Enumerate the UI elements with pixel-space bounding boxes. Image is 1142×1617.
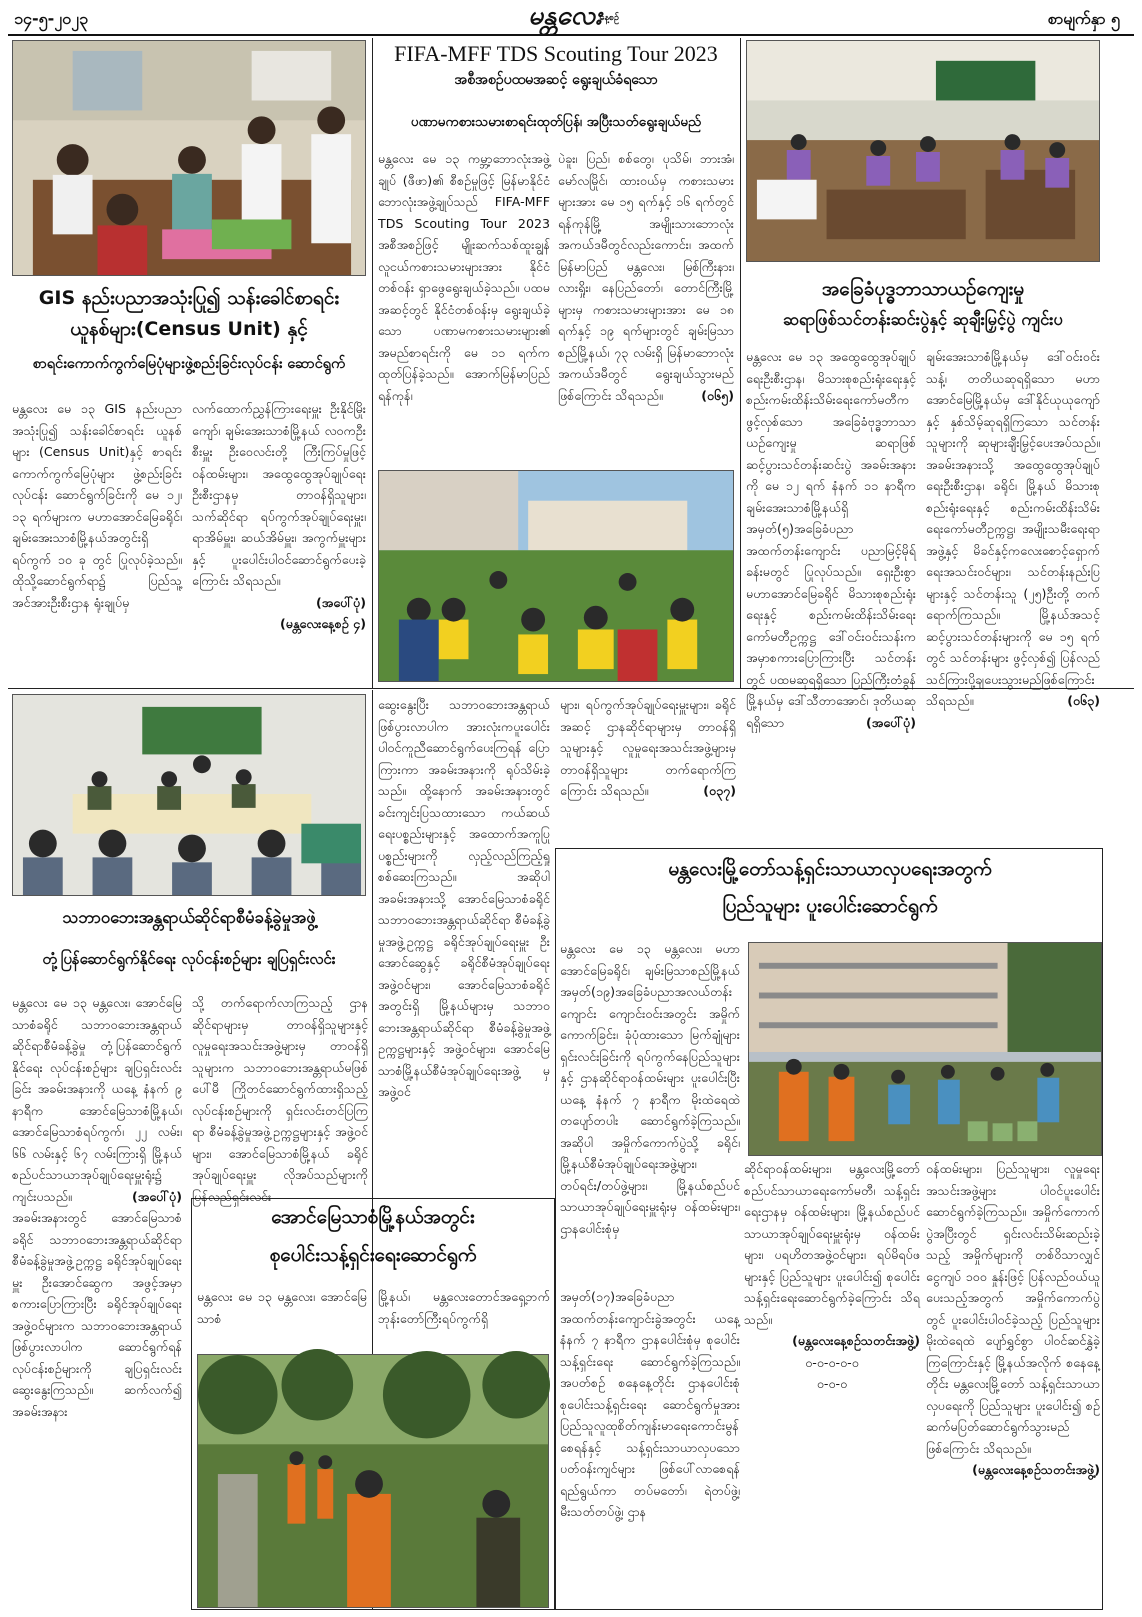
fifa-subhead-1: အစီအစဉ်ပထမအဆင့် ရွေးချယ်ခံရသော <box>454 72 658 88</box>
cleanup-signature: (မန္တလေးနေ့စဉ်သတင်းအဖွဲ့) <box>972 1462 1100 1477</box>
disaster-body-col1: မန္တလေး မေ ၁၃ မန္တလေး၊ အောင်မြေသာစံခရိုင် သဘာဝဘေးအန္တရာယ်ဆိုင်ရာစီမံခန့်ခွဲမှု တုံ့ပြန်ဆောင်ရွက်နိုင်ရေး လုပ်ငန်းစဉ်များ ချပြရှင်းလင်းခြင်း အခမ်းအနားကို ယနေ့ နံနက် ၉ နာရီက အောင်မြေသာစံမြို့နယ်၊ အောင်မြေသာစံရပ်ကွက်၊ ၂၂ လမ်း၊ ၆၆ လမ်းနှင့် ၆၇ လမ်းကြားရှိ မြို့နယ်စည်ပင်သာယာအုပ်ချုပ်ရေးမှူးရုံး၌ ကျင်းပသည်။ (အပေါ်ပုံ) အခမ်းအနားတွင် အောင်မြေသာစံခရိုင် သဘာဝဘေးအန္တရာယ်ဆိုင်ရာစီမံခန့်ခွဲမှုအဖွဲ့ဥက္ကဋ္ဌ ခရိုင်အုပ်ချုပ်ရေးမှူး ဦးအောင်ဆွေက အဖွင့်အမှာစကားပြောကြားပြီး ခရိုင်အုပ်ချုပ်ရေးအဖွဲ့ဝင်များက သဘာဝဘေးအန္တရာယ်ဖြစ်ပွားလာပါက ဆောင်ရွက်ရန် လုပ်ငန်းစဉ်များကို ချပြရှင်းလင်းဆွေးနွေးကြသည်။ ဆက်လက်၍ အခမ်းအနား <box>12 995 182 1419</box>
page-header <box>0 0 1142 36</box>
ceremony-body-col2: ချမ်းအေးသာစံမြို့နယ်မှ ဒေါ်ဝင်းဝင်းသန့်၊ တတိယဆုရရှိသော မဟာအောင်မြေမြို့နယ်မှ ဒေါ်နိုင်ယုယုကျော်နှင့် နှစ်သိမ့်ဆုရရှိကြသော သင်တန်းသူများကို ဆုများချီးမြှင့်ပေးအပ်သည်။ အခမ်းအနားသို့ အထွေထွေအုပ်ချုပ်ရေးဦးစီးဌာန၊ ခရိုင်၊ မြို့နယ် မိသားစုစည်းရုံးရေးနှင့် စည်းကမ်းထိန်းသိမ်းရေးကော်မတီဥက္ကဋ္ဌ၊ အမျိုးသမီးရေးရာအဖွဲ့နှင့် မိခင်နှင့်ကလေးစောင့်ရှောက်ရေးအသင်းဝင်များ၊ သင်တန်းနည်းပြများနှင့် သင်တန်းသူ (၂၅)ဦးတို့ တက်ရောက်ကြသည်။ မြို့နယ်အသင့်ဆင့်ပွားသင်တန်းများကို မေ ၁၅ ရက်တွင် သင်တန်းများ ဖွင့်လှစ်၍ ပြန်လည်သင်ကြားပို့ချပေးသွားမည်ဖြစ်ကြောင်း သိရသည်။ (၀၆၃) <box>926 346 1100 684</box>
gis-photo <box>12 40 366 276</box>
fifa-headline: FIFA-MFF TDS Scouting Tour 2023 <box>394 41 718 66</box>
ceremony-headline-1: အခြေခံပုဒ္ဓဘာသာယဉ်ကျေးမှု <box>821 278 1025 300</box>
aung-signature: (မန္တလေးနေ့စဉ်သတင်းအဖွဲ့) <box>792 1333 920 1348</box>
gis-headline-1: GIS နည်းပညာအသုံးပြု၍ သန်းခေါင်စာရင်း <box>38 287 340 309</box>
cleanup-headline-2: ပြည်သူများ ပူးပေါင်းဆောင်ရွက် <box>722 895 938 917</box>
gis-body-col2: လက်ထောက်ညွှန်ကြားရေးမှူး ဦးနိုင်မြိုးကျော်၊ ချမ်းအေးသာစံမြို့နယ် လဝကဦးစီးမှူး ဦးဝေလင်းတို့ ကြီးကြပ်မှုဖြင့် ဝန်ထမ်းများ၊ အထွေထွေအုပ်ချုပ်ရေးဦးစီးဌာနမှ တာဝန်ရှိသူများ၊ သက်ဆိုင်ရာ ရပ်ကွက်အုပ်ချုပ်ရေးမှူး၊ ရာအိမ်မှူး၊ ဆယ်အိမ်မှူး၊ အကွက်မှူးများနှင့် ပူးပေါင်းပါဝင်ဆောင်ရွက်ပေးခဲ့ကြောင်း သိရသည်။ (အပေါ်ပုံ) (မန္တလေးနေ့စဉ် ၄) <box>192 398 366 684</box>
aung-body-col1: မန္တလေး မေ ၁၃ မန္တလေး၊ အောင်မြေသာစံ <box>197 1289 367 1326</box>
divider <box>372 38 373 688</box>
disaster-code: (၀၃၇) <box>703 783 736 798</box>
divider <box>740 38 741 688</box>
ceremony-photo <box>746 40 1100 262</box>
aung-body-col4: ဆိုင်ရာဝန်ထမ်းများ၊ မန္တလေးမြို့တော်စည်ပင်သာယာရေးကော်မတီ၊ သန့်ရှင်းရေးဌာနမှ ဝန်ထမ်းများ၊ မြို့နယ်စည်ပင်သာယာအုပ်ချုပ်ရေးမှူးရုံးမှ ဝန်ထမ်းများ၊ ပရဟိတအဖွဲ့ဝင်များ၊ ရပ်မိရပ်ဖများနှင့် ပြည်သူများ ပူးပေါင်း၍ စုပေါင်းသန့်ရှင်းရေးဆောင်ရွက်ခဲ့ကြောင်း သိရသည်။ (မန္တလေးနေ့စဉ်သတင်းအဖွဲ့) ၀-၀-၀-၀-၀ ၀-၀-၀ <box>744 1158 920 1608</box>
aung-body-col2: မြို့နယ်၊ မန္တလေးတောင်အရှေ့ဘက် ဘုန်းတော်ကြီးရပ်ကွက်ရှိ <box>378 1289 550 1326</box>
fifa-photo <box>378 470 734 682</box>
fifa-subhead-2: ပဏာမကစားသမားစာရင်းထုတ်ပြန်၊ အပြီးသတ်ရွေးချယ်မည် <box>410 114 702 130</box>
masthead-logo <box>505 0 625 34</box>
page-number: စာမျက်နှာ ၅ <box>1047 9 1120 28</box>
fifa-body-col1: မန္တလေး မေ ၁၃ ကမ္ဘာ့ဘောလုံးအဖွဲ့ချုပ် (ဖီဖာ)၏ စီစဉ်မှုဖြင့် မြန်မာနိုင်ငံဘောလုံးအဖွဲ့ချုပ်သည် FIFA-MFF TDS Scouting Tour 2023 အစီအစဉ်ဖြင့် မျိုးဆက်သစ်ထူးချွန်လူငယ်ကစားသမားများအား နိုင်ငံတစ်ဝန်း ရှာဖွေရွေးချယ်ခဲ့သည်။ ပထမအဆင့်တွင် နိုင်ငံတစ်ဝန်းမှ ရွေးချယ်ခဲ့သော ပဏာမကစားသမားများ၏ အမည်စာရင်းကို မေ ၁၁ ရက်က ထုတ်ပြန်ခဲ့သည်။ အောက်မြန်မာပြည် ရန်ကုန်၊ <box>378 151 550 403</box>
aung-headline-1: အောင်မြေသာစံမြို့နယ်အတွင်း <box>271 1206 475 1228</box>
aung-body-col3: အမှတ်(၁၇)အခြေခံပညာအထက်တန်းကျောင်းခွဲအတွင်း ယနေ့ နံနက် ၇ နာရီက ဌာနပေါင်းစုံမှ စုပေါင်းသန့်ရှင်းရေး ဆောင်ရွက်ခဲ့ကြသည်။ အပတ်စဉ် စနေနေ့တိုင်း ဌာနပေါင်းစုံ စုပေါင်းသန့်ရှင်းရေး ဆောင်ရွက်မှုအား ပြည်သူလူထုစိတ်ကျန်းမာရေးကောင်းမွန်စေရန်နှင့် သန့်ရှင်းသာယာလှပသော ပတ်ဝန်းကျင်များ ဖြစ်ပေါ်လာစေရန် ရည်ရွယ်ကာ တပ်မတော်၊ ရဲတပ်ဖွဲ့၊ မီးသတ်တပ်ဖွဲ့၊ ဌာန <box>560 1289 740 1519</box>
disaster-headline-1: သဘာဝဘေးအန္တရာယ်ဆိုင်ရာစီမံခန့်ခွဲမှုအဖွဲ့ <box>62 908 316 927</box>
gis-signature: (မန္တလေးနေ့စဉ် ၄) <box>280 616 366 631</box>
meeting-photo <box>12 694 366 896</box>
cleanup-body-col1: မန္တလေး မေ ၁၃ မန္တလေး၊ မဟာအောင်မြေခရိုင်၊ ချမ်းမြသာစည်မြို့နယ် အမှတ်(၁၉)အခြေခံပညာအလယ်တန်းကျောင်း ကျောင်းဝင်းအတွင်း အမှိုက်ကောက်ခြင်း၊ ခုံပုံထားသော မြက်ချုံများ ရှင်းလင်းခြင်းကို ရပ်ကွက်နေပြည်သူများနှင့် ဌာနဆိုင်ရာဝန်ထမ်းများ ပူးပေါင်းပြီး ယနေ့ နံနက် ၇ နာရီက မိုးထဲရေထဲ တပျော်တပါး ဆောင်ရွက်ခဲ့ကြသည်။ အဆိုပါ အမှိုက်ကောက်ပွဲသို့ ခရိုင်၊ မြို့နယ်စီမံအုပ်ချုပ်ရေးအဖွဲ့များ၊ တပ်ရင်း/တပ်ဖွဲ့များ၊ မြို့နယ်စည်ပင်သာယာအုပ်ချုပ်ရေးမှူးရုံးမှ ဝန်ထမ်းများ၊ ဌာနပေါင်းစုံမှ <box>560 941 740 1236</box>
header-rule <box>8 34 1134 36</box>
masthead-subtitle: နေ့စဉ် <box>599 13 619 23</box>
disaster-photo-credit: (အပေါ်ပုံ) <box>132 1188 182 1204</box>
masthead-title: မန္တလေး <box>528 1 602 31</box>
aung-headline-2: စုပေါင်းသန့်ရှင်းရေးဆောင်ရွက် <box>269 1244 477 1266</box>
ceremony-headline-2: ဆရာဖြစ်သင်တန်းဆင်းပွဲနှင့် ဆုချီးမြှင့်ပွဲ ကျင်းပ <box>783 310 1063 329</box>
issue-date: ၁၄-၅-၂၀၂၃ <box>14 9 88 28</box>
aung-end-mark-2: ၀-၀-၀ <box>816 1376 848 1391</box>
gis-headline-2: ယူနစ်များ(Census Unit) နှင့် <box>70 318 308 340</box>
aung-end-mark-1: ၀-၀-၀-၀-၀ <box>805 1354 859 1370</box>
cleanup-body-col2: ဝန်ထမ်းများ၊ ပြည်သူများ၊ လူမှုရေးအသင်းအဖွဲ့များ ပါဝင်ပူးပေါင်းဆောင်ရွက်ခဲ့ကြသည်။ အမှိုက်ကောက်ပွဲအပြီးတွင် ရှင်းလင်းသိမ်းဆည်းခဲ့သည့် အမှိုက်များကို တစ်ဝိသာလျှင် ငွေကျပ် ၁၀၀ နှုန်းဖြင့် ပြန်လည်ဝယ်ယူပေးသည့်အတွက် အမှိုက်ကောက်ပွဲတွင် ပူးပေါင်းပါဝင်ခဲ့သည့် ပြည်သူများ မိုးထဲရေထဲ ပျော်ရွှင်စွာ ပါဝင်ဆင်နွှဲခဲ့ကြကြောင်းနှင့် မြို့နယ်အလိုက် စနေနေ့တိုင်း မန္တလေးမြို့တော် သန့်ရှင်းသာယာလှပရေးကို ပြည်သူများ ပူးပေါင်း၍ စဉ်ဆက်မပြတ်ဆောင်ရွက်သွားမည်ဖြစ်ကြောင်း သိရသည်။ (မန္တလေးနေ့စဉ်သတင်းအဖွဲ့) <box>926 1158 1100 1604</box>
fifa-body-col2: ပဲခူး၊ ပြည်၊ စစ်တွေ၊ ပုသိမ်၊ ဘားအံ၊ မော်လမြိုင်၊ ထားဝယ်မှ ကစားသမားများအား မေ ၁၅ ရက်နှင့် ၁၆ ရက်တွင် ရန်ကုန်မြို့ အမျိုးသားဘောလုံးအကယ်ဒမီတွင်လည်းကောင်း၊ အထက်မြန်မာပြည် မန္တလေး၊ မြစ်ကြီးနား၊ လားရှိုး၊ နေပြည်တော်၊ တောင်ကြီးမြို့များမှ ကစားသမားများအား မေ ၁၈ ရက်နှင့် ၁၉ ရက်များတွင် ချမ်းမြသာစည်မြို့နယ်၊ ၇၃ လမ်းရှိ မြန်မာဘောလုံးအကယ်ဒမီတွင် ရွေးချယ်သွားမည်ဖြစ်ကြောင်း သိရသည်။ (၀၆၅) <box>558 148 734 466</box>
disaster-body-col2: သို့ တက်ရောက်လာကြသည့် ဌာနဆိုင်ရာများမှ တာဝန်ရှိသူများနှင့် လူမှုရေးအသင်းအဖွဲ့များမှ တာဝန်ရှိသူများက သဘာဝဘေးအန္တရာယ်မဖြစ်ပေါ်မီ ကြိုတင်ဆောင်ရွက်ထားရှိသည့် လုပ်ငန်းစဉ်များကို ရှင်းလင်းတင်ပြကြရာ စီမံခန့်ခွဲမှုအဖွဲ့ဥက္ကဋ္ဌများနှင့် အဖွဲ့ဝင်များ၊ အောင်မြေသာစံမြို့နယ် ခရိုင်အုပ်ချုပ်ရေးမှူး လိုအပ်သည်များကို ပြန်လည်ရှင်းလင်း <box>192 995 368 1204</box>
aung-photo <box>197 1354 549 1608</box>
cleanup-headline-1: မန္တလေးမြို့တော်သန့်ရှင်းသာယာလှပရေးအတွက် <box>668 858 992 880</box>
gis-photo-credit: (အပေါ်ပုံ) <box>316 594 366 610</box>
fifa-code: (၀၆၅) <box>701 387 734 403</box>
gis-body-col1: မန္တလေး မေ ၁၃ GIS နည်းပညာအသုံးပြု၍ သန်းခေါင်စာရင်း ယူနစ်များ (Census Unit)နှင့် စာရင်းကောက်ကွက်မြေပုံများ ဖွဲ့စည်းခြင်းလုပ်ငန်း ဆောင်ရွက်ခြင်းကို မေ ၁၂၊ ၁၃ ရက်များက မဟာအောင်မြေခရိုင်၊ ချမ်းအေးသာစံမြို့နယ်အတွင်းရှိ ရပ်ကွက် ၁၀ ခု တွင် ပြုလုပ်ခဲ့သည်။ ထိုသို့ဆောင်ရွက်ရာ၌ ပြည်သူ့အင်အားဦးစီးဌာန ရုံးချုပ်မှ <box>12 401 182 610</box>
ceremony-photo-credit: (အပေါ်ပုံ) <box>866 714 916 730</box>
gis-headline-3: စာရင်းကောက်ကွက်မြေပုံများဖွဲ့စည်းခြင်းလုပ်ငန်း ဆောင်ရွက် <box>32 356 346 372</box>
disaster-body-col3: ဆွေးနွေးပြီး သဘာဝဘေးအန္တရာယ်ဖြစ်ပွားလာပါက အားလုံးကပူးပေါင်းပါဝင်ကူညီဆောင်ရွက်ပေးကြရန် ပြောကြားကာ အခမ်းအနားကို ရုပ်သိမ်းခဲ့သည်။ ထို့နောက် အခမ်းအနားတွင် ခင်းကျင်းပြသထားသော ကယ်ဆယ်ရေးပစ္စည်းများနှင့် အထောက်အကူပြုပစ္စည်းများကို လှည့်လည်ကြည့်ရှုစစ်ဆေးကြသည်။ အဆိုပါ အခမ်းအနားသို့ အောင်မြေသာစံခရိုင် သဘာဝဘေးအန္တရာယ်ဆိုင်ရာ စီမံခန့်ခွဲမှုအဖွဲ့ဥက္ကဋ္ဌ ခရိုင်အုပ်ချုပ်ရေးမှူး ဦးအောင်ဆွေနှင့် ခရိုင်စီမံအုပ်ချုပ်ရေးအဖွဲ့ဝင်များ၊ အောင်မြေသာစံခရိုင်အတွင်းရှိ မြို့နယ်များမှ သဘာဝဘေးအန္တရာယ်ဆိုင်ရာ စီမံခန့်ခွဲမှုအဖွဲ့ဥက္ကဋ္ဌများနှင့် အဖွဲ့ဝင်များ၊ အောင်မြေသာစံမြို့နယ်စီမံအုပ်ချုပ်ရေးအဖွဲ့ မှ အဖွဲ့ဝင် <box>378 697 550 1099</box>
cleanup-photo <box>748 942 1102 1156</box>
ceremony-body-col1: မန္တလေး မေ ၁၃ အထွေထွေအုပ်ချုပ်ရေးဦးစီးဌာန၊ မိသားစုစည်းရုံးရေးနှင့် စည်းကမ်းထိန်းသိမ်းရေးကော်မတီက ဖွင့်လှစ်သော အခြေခံဗုဒ္ဓဘာသာယဉ်ကျေးမှု ဆရာဖြစ်ဆင့်ပွားသင်တန်းဆင်းပွဲ အခမ်းအနားကို မေ ၁၂ ရက် နံနက် ၁၁ နာရီက ချမ်းအေးသာစံမြို့နယ်ရှိ အမှတ်(၅)အခြေခံပညာအထက်တန်းကျောင်း ပညာမြင့်မိုရ်ခန်းမတွင် ပြုလုပ်သည်။ ရှေးဦးစွာ မဟာအောင်မြေခရိုင် မိသားစုစည်းရုံးရေးနှင့် စည်းကမ်းထိန်းသိမ်းရေးကော်မတီဥက္ကဋ္ဌ ဒေါ်ဝင်းဝင်းသန်းက အမှာစကားပြောကြားပြီး သင်တန်းတွင် ပထမဆုရရှိသော ပြည်ကြီးတံခွန်မြို့နယ်မှ ဒေါ်သီတာအောင်၊ ဒုတိယဆုရရှိသော (အပေါ်ပုံ) <box>746 346 916 684</box>
ceremony-code: (၀၆၃) <box>1067 693 1100 708</box>
disaster-headline-2: တုံ့ပြန်ဆောင်ရွက်နိုင်ရေး လုပ်ငန်းစဉ်များ ချပြရှင်းလင်း <box>42 950 336 968</box>
disaster-body-col4: များ၊ ရပ်ကွက်အုပ်ချုပ်ရေးမှူးများ၊ ခရိုင်အဆင့် ဌာနဆိုင်ရာများမှ တာဝန်ရှိသူများနှင့် လူမှုရေးအသင်းအဖွဲ့များမှ တာဝန်ရှိသူများ တက်ရောက်ကြကြောင်း သိရသည်။ (၀၃၇) <box>560 694 736 844</box>
